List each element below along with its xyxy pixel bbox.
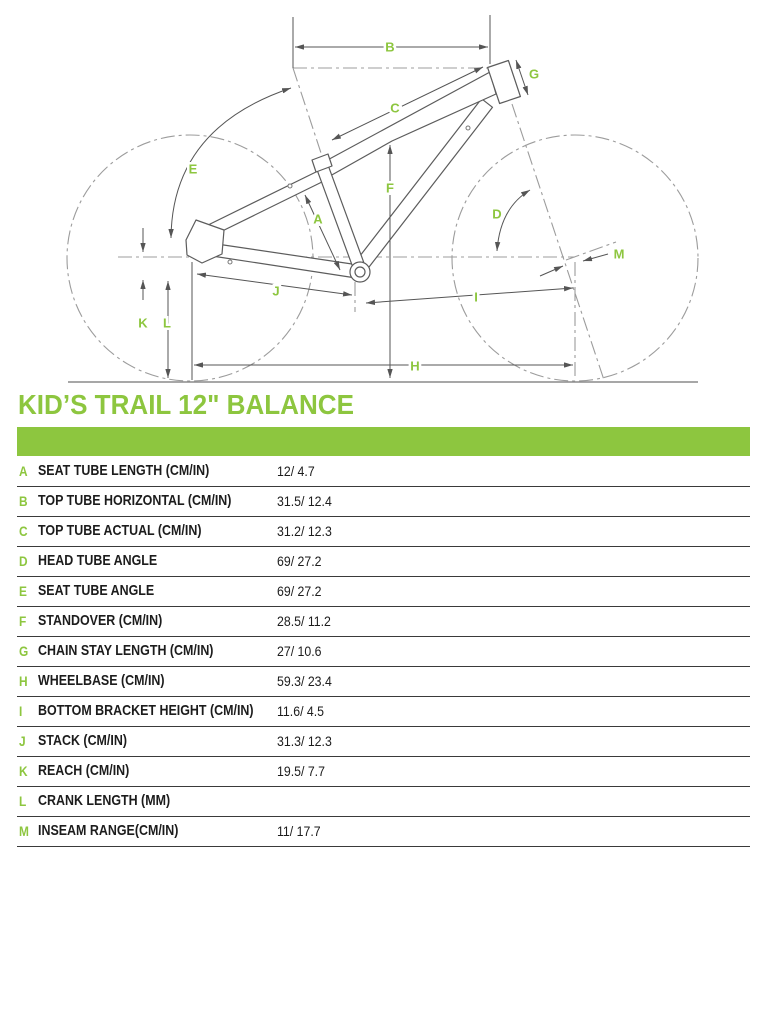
spec-label: TOP TUBE ACTUAL (CM/IN): [38, 522, 202, 539]
spec-label: STACK (CM/IN): [38, 732, 127, 749]
bike-frame: [186, 61, 520, 283]
spec-label: STANDOVER (CM/IN): [38, 612, 163, 629]
spec-value: 11/ 17.7: [277, 823, 321, 839]
dimension-label-m: M: [613, 246, 625, 262]
spec-letter: D: [19, 553, 28, 569]
dimension-label-a: A: [313, 211, 323, 227]
spec-row-f: [17, 607, 750, 637]
geometry-spec-table: [17, 457, 750, 847]
spec-letter: F: [19, 613, 27, 629]
dimension-m-arrow-left: [540, 266, 563, 276]
spec-letter: I: [19, 703, 23, 719]
spec-letter: G: [19, 643, 29, 659]
dimension-label-h: H: [410, 358, 420, 374]
head-tube: [488, 61, 521, 104]
dimension-arrows: [143, 47, 608, 378]
spec-row-d: [17, 547, 750, 577]
table-header-bar: [17, 427, 750, 456]
spec-value: 19.5/ 7.7: [277, 763, 325, 779]
spec-row-c: [17, 517, 750, 547]
dimension-label-l: L: [163, 315, 171, 331]
spec-letter: M: [19, 823, 29, 839]
spec-label: SEAT TUBE ANGLE: [38, 582, 155, 599]
spec-value: 12/ 4.7: [277, 463, 315, 479]
dimension-label-c: C: [390, 100, 400, 116]
spec-value: 31.3/ 12.3: [277, 733, 332, 749]
page-title: KID’S TRAIL 12" BALANCE: [18, 389, 354, 420]
spec-letter: B: [19, 493, 28, 509]
spec-label: SEAT TUBE LENGTH (CM/IN): [38, 462, 210, 479]
spec-letter: J: [19, 733, 26, 749]
dimension-label-g: G: [528, 66, 540, 82]
dimension-label-i: I: [474, 289, 478, 305]
spec-label: REACH (CM/IN): [38, 762, 130, 779]
spec-row-h: [17, 667, 750, 697]
spec-value: 69/ 27.2: [277, 553, 322, 569]
spec-row-l: [17, 787, 750, 817]
spec-value: 31.2/ 12.3: [277, 523, 332, 539]
spec-row-e: [17, 577, 750, 607]
spec-row-j: [17, 727, 750, 757]
spec-letter: H: [19, 673, 28, 689]
dimension-d-arc: [497, 190, 530, 251]
spec-letter: K: [19, 763, 28, 779]
spec-letter: E: [19, 583, 27, 599]
spec-value: 31.5/ 12.4: [277, 493, 332, 509]
spec-label: INSEAM RANGE(CM/IN): [38, 822, 179, 839]
fork-offset-line: [566, 242, 616, 260]
bike-geometry-diagram: [0, 0, 768, 392]
chain-stay-bolt: [228, 260, 232, 264]
spec-letter: A: [19, 463, 28, 479]
dimension-label-b: B: [385, 39, 395, 55]
spec-value: 69/ 27.2: [277, 583, 322, 599]
bottom-bracket-inner: [355, 267, 365, 277]
spec-value: 59.3/ 23.4: [277, 673, 332, 689]
dimension-label-f: F: [386, 180, 394, 196]
spec-value: 11.6/ 4.5: [277, 703, 325, 719]
spec-value: 27/ 10.6: [277, 643, 322, 659]
seat-tube: [316, 164, 363, 266]
dimension-label-k: K: [138, 315, 148, 331]
spec-row-i: [17, 697, 750, 727]
spec-label: CHAIN STAY LENGTH (CM/IN): [38, 642, 214, 659]
spec-row-g: [17, 637, 750, 667]
spec-label: HEAD TUBE ANGLE: [38, 552, 158, 569]
spec-letter: L: [19, 793, 27, 809]
seat-stay-bolt: [288, 184, 292, 188]
spec-row-m: [17, 817, 750, 847]
spec-label: BOTTOM BRACKET HEIGHT (CM/IN): [38, 702, 254, 719]
spec-row-k: [17, 757, 750, 787]
spec-row-a: [17, 457, 750, 487]
dimension-labels: [138, 40, 624, 374]
seat-axis-line: [293, 68, 322, 156]
dimension-label-j: J: [272, 283, 280, 299]
dimension-label-e: E: [188, 161, 198, 177]
steering-axis-line: [512, 104, 604, 380]
spec-label: WHEELBASE (CM/IN): [38, 672, 165, 689]
dimension-label-d: D: [492, 206, 502, 222]
dimension-m-arrow-right: [583, 254, 608, 261]
spec-letter: C: [19, 523, 28, 539]
spec-row-b: [17, 487, 750, 517]
seat-stay: [202, 170, 326, 238]
spec-value: 28.5/ 11.2: [277, 613, 331, 629]
spec-label: TOP TUBE HORIZONTAL (CM/IN): [38, 492, 232, 509]
reference-layer: [67, 15, 698, 382]
dimension-i-arrow: [366, 288, 573, 303]
down-tube-bolt: [466, 126, 470, 130]
spec-label: CRANK LENGTH (MM): [38, 792, 171, 809]
